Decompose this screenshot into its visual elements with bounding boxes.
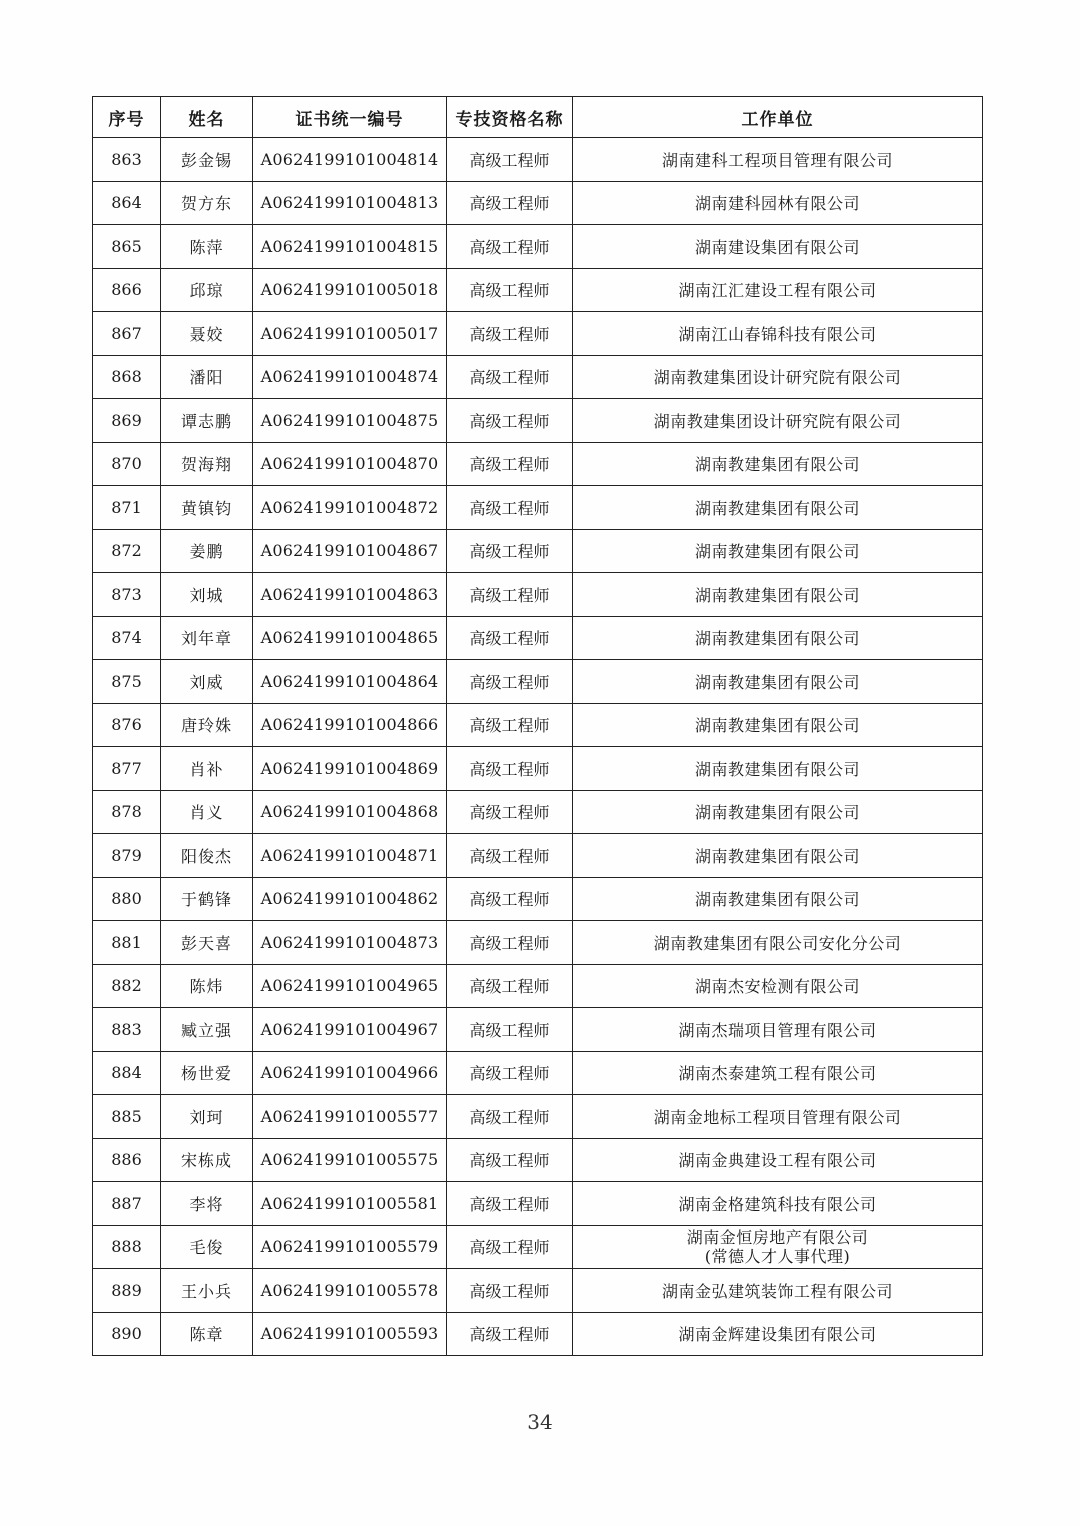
cell-qualification: 高级工程师 (447, 181, 573, 225)
cell-certificate-number: A0624199101004862 (253, 877, 447, 921)
cell-serial-number: 885 (93, 1095, 161, 1139)
cell-certificate-number: A0624199101004869 (253, 747, 447, 791)
table-row (93, 790, 983, 834)
cell-serial-number: 864 (93, 181, 161, 225)
cell-certificate-number: A0624199101004873 (253, 921, 447, 965)
cell-work-unit: 湖南教建集团有限公司 (573, 616, 983, 660)
table-row (93, 268, 983, 312)
cell-certificate-number: A0624199101004868 (253, 790, 447, 834)
cell-certificate-number: A0624199101004863 (253, 573, 447, 617)
cell-serial-number: 874 (93, 616, 161, 660)
cell-work-unit: 湖南教建集团有限公司安化分公司 (573, 921, 983, 965)
cell-name: 刘珂 (161, 1095, 253, 1139)
cell-certificate-number: A0624199101005018 (253, 268, 447, 312)
cell-work-unit: 湖南教建集团有限公司 (573, 877, 983, 921)
cell-certificate-number: A0624199101005578 (253, 1269, 447, 1313)
cell-serial-number: 880 (93, 877, 161, 921)
cell-name: 杨世爱 (161, 1051, 253, 1095)
cell-qualification: 高级工程师 (447, 1095, 573, 1139)
cell-serial-number: 866 (93, 268, 161, 312)
cell-qualification: 高级工程师 (447, 616, 573, 660)
cell-serial-number: 888 (93, 1225, 161, 1269)
table-row (93, 1225, 983, 1269)
cell-work-unit: 湖南杰瑞项目管理有限公司 (573, 1008, 983, 1052)
cell-name: 臧立强 (161, 1008, 253, 1052)
cell-qualification: 高级工程师 (447, 660, 573, 704)
cell-work-unit: 湖南教建集团设计研究院有限公司 (573, 355, 983, 399)
cell-serial-number: 889 (93, 1269, 161, 1313)
table-row (93, 964, 983, 1008)
cell-qualification: 高级工程师 (447, 747, 573, 791)
header-certificate-number: 证书统一编号 (253, 97, 447, 138)
cell-certificate-number: A0624199101004870 (253, 442, 447, 486)
cell-serial-number: 890 (93, 1312, 161, 1356)
qualification-roster-table (92, 96, 983, 1356)
cell-serial-number: 876 (93, 703, 161, 747)
cell-work-unit: 湖南教建集团设计研究院有限公司 (573, 399, 983, 443)
cell-name: 彭天喜 (161, 921, 253, 965)
cell-qualification: 高级工程师 (447, 1312, 573, 1356)
cell-name: 唐玲姝 (161, 703, 253, 747)
cell-serial-number: 867 (93, 312, 161, 356)
cell-work-unit: 湖南金弘建筑装饰工程有限公司 (573, 1269, 983, 1313)
cell-name: 潘阳 (161, 355, 253, 399)
table-body (93, 138, 983, 1356)
cell-work-unit: 湖南金地标工程项目管理有限公司 (573, 1095, 983, 1139)
table-row (93, 355, 983, 399)
cell-name: 陈章 (161, 1312, 253, 1356)
cell-name: 阳俊杰 (161, 834, 253, 878)
cell-work-unit: 湖南建科园林有限公司 (573, 181, 983, 225)
cell-name: 李将 (161, 1182, 253, 1226)
cell-qualification: 高级工程师 (447, 1008, 573, 1052)
cell-serial-number: 869 (93, 399, 161, 443)
cell-serial-number: 881 (93, 921, 161, 965)
cell-name: 陈萍 (161, 225, 253, 269)
cell-qualification: 高级工程师 (447, 1051, 573, 1095)
page-number: 34 (527, 1410, 553, 1434)
cell-name: 刘城 (161, 573, 253, 617)
cell-name: 贺方东 (161, 181, 253, 225)
cell-certificate-number: A0624199101004965 (253, 964, 447, 1008)
cell-qualification: 高级工程师 (447, 1269, 573, 1313)
header-name: 姓名 (161, 97, 253, 138)
table-row (93, 921, 983, 965)
table-row (93, 1182, 983, 1226)
table-row (93, 138, 983, 182)
cell-work-unit: 湖南教建集团有限公司 (573, 747, 983, 791)
cell-serial-number: 871 (93, 486, 161, 530)
table-row (93, 1095, 983, 1139)
table-row (93, 529, 983, 573)
cell-certificate-number: A0624199101004864 (253, 660, 447, 704)
cell-work-unit: 湖南教建集团有限公司 (573, 442, 983, 486)
cell-qualification: 高级工程师 (447, 703, 573, 747)
cell-serial-number: 863 (93, 138, 161, 182)
cell-serial-number: 886 (93, 1138, 161, 1182)
cell-name: 聂姣 (161, 312, 253, 356)
cell-qualification: 高级工程师 (447, 790, 573, 834)
cell-serial-number: 865 (93, 225, 161, 269)
cell-qualification: 高级工程师 (447, 1138, 573, 1182)
cell-name: 肖补 (161, 747, 253, 791)
cell-qualification: 高级工程师 (447, 355, 573, 399)
cell-qualification: 高级工程师 (447, 529, 573, 573)
cell-certificate-number: A0624199101004867 (253, 529, 447, 573)
cell-work-unit: 湖南建科工程项目管理有限公司 (573, 138, 983, 182)
cell-name: 毛俊 (161, 1225, 253, 1269)
cell-work-unit: 湖南教建集团有限公司 (573, 573, 983, 617)
cell-qualification: 高级工程师 (447, 573, 573, 617)
cell-qualification: 高级工程师 (447, 312, 573, 356)
header-qualification: 专技资格名称 (447, 97, 573, 138)
cell-certificate-number: A0624199101004875 (253, 399, 447, 443)
cell-qualification: 高级工程师 (447, 921, 573, 965)
cell-name: 于鹤锋 (161, 877, 253, 921)
header-work-unit: 工作单位 (573, 97, 983, 138)
cell-work-unit: 湖南杰泰建筑工程有限公司 (573, 1051, 983, 1095)
table-row (93, 312, 983, 356)
cell-serial-number: 884 (93, 1051, 161, 1095)
cell-work-unit: 湖南金典建设工程有限公司 (573, 1138, 983, 1182)
cell-serial-number: 878 (93, 790, 161, 834)
cell-certificate-number: A0624199101005579 (253, 1225, 447, 1269)
cell-certificate-number: A0624199101004872 (253, 486, 447, 530)
cell-serial-number: 877 (93, 747, 161, 791)
work-unit-name: 湖南金恒房地产有限公司 (686, 1227, 869, 1247)
cell-qualification: 高级工程师 (447, 1225, 573, 1269)
cell-name: 姜鹏 (161, 529, 253, 573)
header-serial-number: 序号 (93, 97, 161, 138)
cell-certificate-number: A0624199101004865 (253, 616, 447, 660)
cell-name: 谭志鹏 (161, 399, 253, 443)
cell-qualification: 高级工程师 (447, 138, 573, 182)
cell-work-unit: 湖南教建集团有限公司 (573, 486, 983, 530)
cell-work-unit: 湖南教建集团有限公司 (573, 834, 983, 878)
cell-work-unit: 湖南江山春锦科技有限公司 (573, 312, 983, 356)
cell-serial-number: 873 (93, 573, 161, 617)
table-row (93, 399, 983, 443)
cell-name: 刘年章 (161, 616, 253, 660)
table-row (93, 747, 983, 791)
cell-work-unit: 湖南江汇建设工程有限公司 (573, 268, 983, 312)
cell-qualification: 高级工程师 (447, 1182, 573, 1226)
table-row (93, 660, 983, 704)
table-row (93, 1138, 983, 1182)
cell-certificate-number: A0624199101005581 (253, 1182, 447, 1226)
table-row (93, 616, 983, 660)
cell-certificate-number: A0624199101004815 (253, 225, 447, 269)
table-row (93, 1008, 983, 1052)
cell-serial-number: 875 (93, 660, 161, 704)
cell-name: 彭金锡 (161, 138, 253, 182)
cell-certificate-number: A0624199101004874 (253, 355, 447, 399)
cell-qualification: 高级工程师 (447, 225, 573, 269)
cell-certificate-number: A0624199101005593 (253, 1312, 447, 1356)
cell-serial-number: 883 (93, 1008, 161, 1052)
cell-work-unit: 湖南教建集团有限公司 (573, 529, 983, 573)
cell-qualification: 高级工程师 (447, 399, 573, 443)
cell-certificate-number: A0624199101005575 (253, 1138, 447, 1182)
cell-work-unit: 湖南金辉建设集团有限公司 (573, 1312, 983, 1356)
cell-name: 王小兵 (161, 1269, 253, 1313)
cell-work-unit: 湖南教建集团有限公司 (573, 790, 983, 834)
cell-qualification: 高级工程师 (447, 442, 573, 486)
cell-qualification: 高级工程师 (447, 834, 573, 878)
table-header-row (93, 97, 983, 138)
cell-qualification: 高级工程师 (447, 268, 573, 312)
cell-qualification: 高级工程师 (447, 486, 573, 530)
table-row (93, 834, 983, 878)
cell-certificate-number: A0624199101004813 (253, 181, 447, 225)
cell-certificate-number: A0624199101004814 (253, 138, 447, 182)
cell-serial-number: 870 (93, 442, 161, 486)
cell-name: 肖义 (161, 790, 253, 834)
cell-name: 黄镇钧 (161, 486, 253, 530)
table-row (93, 486, 983, 530)
cell-work-unit: 湖南杰安检测有限公司 (573, 964, 983, 1008)
cell-serial-number: 879 (93, 834, 161, 878)
table-row (93, 181, 983, 225)
cell-certificate-number: A0624199101004966 (253, 1051, 447, 1095)
table-row (93, 1051, 983, 1095)
cell-work-unit: 湖南金格建筑科技有限公司 (573, 1182, 983, 1226)
cell-certificate-number: A0624199101005017 (253, 312, 447, 356)
table-row (93, 703, 983, 747)
cell-certificate-number: A0624199101004967 (253, 1008, 447, 1052)
cell-name: 邱琼 (161, 268, 253, 312)
cell-serial-number: 872 (93, 529, 161, 573)
table-row (93, 1312, 983, 1356)
table-row (93, 1269, 983, 1313)
table-row (93, 877, 983, 921)
cell-name: 宋栋成 (161, 1138, 253, 1182)
cell-work-unit: 湖南教建集团有限公司 (573, 703, 983, 747)
cell-serial-number: 882 (93, 964, 161, 1008)
cell-serial-number: 868 (93, 355, 161, 399)
cell-qualification: 高级工程师 (447, 964, 573, 1008)
cell-certificate-number: A0624199101004871 (253, 834, 447, 878)
table-row (93, 442, 983, 486)
cell-serial-number: 887 (93, 1182, 161, 1226)
cell-work-unit (573, 1225, 983, 1269)
work-unit-note: (常德人才人事代理) (704, 1246, 851, 1266)
cell-name: 陈炜 (161, 964, 253, 1008)
cell-name: 刘威 (161, 660, 253, 704)
cell-qualification: 高级工程师 (447, 877, 573, 921)
table-row (93, 573, 983, 617)
cell-work-unit: 湖南建设集团有限公司 (573, 225, 983, 269)
table-row (93, 225, 983, 269)
cell-certificate-number: A0624199101004866 (253, 703, 447, 747)
cell-work-unit: 湖南教建集团有限公司 (573, 660, 983, 704)
cell-name: 贺海翔 (161, 442, 253, 486)
cell-certificate-number: A0624199101005577 (253, 1095, 447, 1139)
